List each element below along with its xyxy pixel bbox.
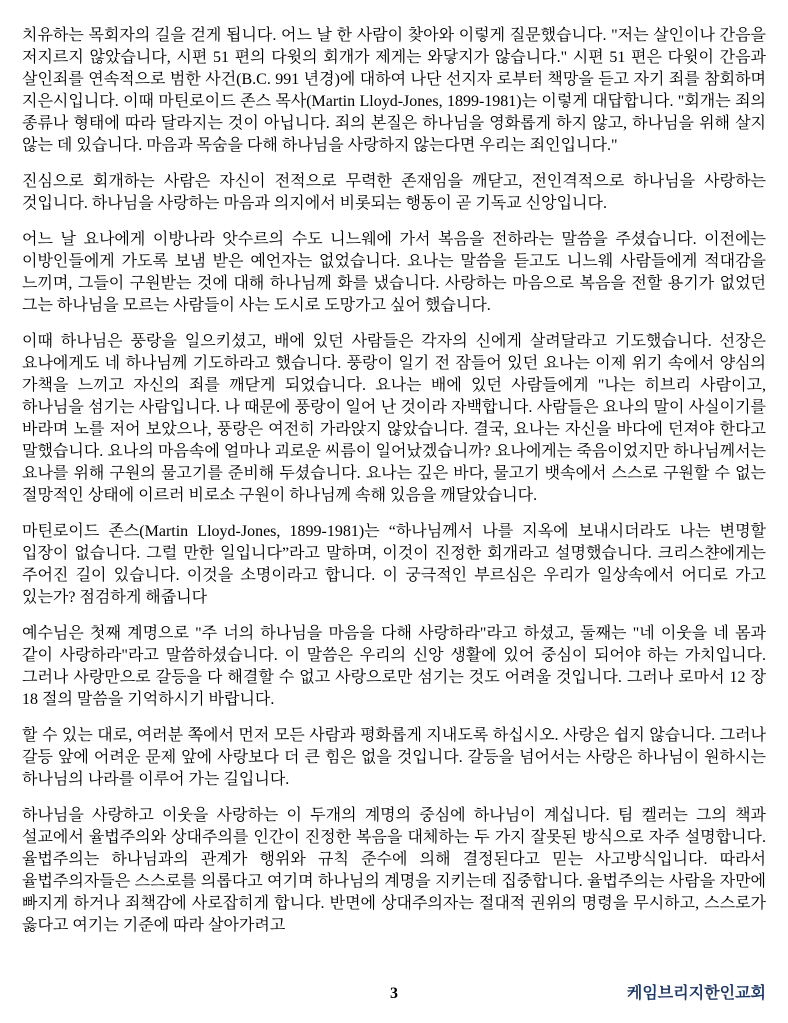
paragraph-2: 진심으로 회개하는 사람은 자신이 전적으로 무력한 존재임을 깨닫고, 전인격적으로 하나님을 사랑하는 것입니다. 하나님을 사랑하는 마음과 의지에서 비롯되는 행동이 곧 기독교 신앙입니다. bbox=[22, 173, 766, 212]
church-name: 케임브리지한인교회 bbox=[626, 985, 766, 1002]
paragraph-1: 치유하는 목회자의 길을 걷게 됩니다. 어느 날 한 사람이 찾아와 이렇게 질문했습니다. "저는 살인이나 간음을 저지르지 않았습니다, 시편 51 편의 다윗의 회개가 제게는 와닿지가 않습니다." 시편 51 편은 다윗이 간음과 살인죄를 연속적으로 범한 사건(B.C. 991 년경)에 대하여 나단 선지자 로부터 책망을 듣고 자기 죄를 참회하며 지은시입니다. 이때 마틴로이드 존스 목사(Martin Lloyd-Jones, 1899-1981)는 이렇게 대답합니다. "회개는 죄의 종류나 형태에 따라 달라지는 것이 아닙니다. 죄의 본질은 하나님을 영화롭게 하지 않고, 하나님을 위해 살지 않는 데 있습니다. 마음과 목숨을 다해 하나님을 사랑하지 않는다면 우리는 죄인입니다." bbox=[22, 27, 766, 154]
page-number: 3 bbox=[390, 985, 398, 1002]
page-footer bbox=[22, 983, 766, 1005]
paragraph-5: 마틴로이드 존스(Martin Lloyd-Jones, 1899-1981)는 “하나님께서 나를 지옥에 보내시더라도 나는 변명할 입장이 없습니다. 그럴 만한 일입니다”라고 말하며, 이것이 진정한 회개라고 설명했습니다. 크리스챤에게는 주어진 길이 있습니다. 이것을 소명이라고 합니다. 이 궁극적인 부르심은 우리가 일상속에서 어디로 가고 있는가? 점검하게 해줍니다 bbox=[22, 523, 766, 606]
paragraph-3: 어느 날 요나에게 이방나라 앗수르의 수도 니느웨에 가서 복음을 전하라는 말씀을 주셨습니다. 이전에는 이방인들에게 가도록 보냄 받은 예언자는 없었습니다. 요나는 말씀을 듣고도 니느웨 사람들에게 적대감을 느끼며, 그들이 구원받는 것에 대해 하나님께 화를 냈습니다. 사랑하는 마음으로 복음을 전할 용기가 없었던 그는 하나님을 모르는 사람들이 사는 도시로 도망가고 싶어 했습니다. bbox=[22, 231, 766, 314]
paragraph-6: 예수님은 첫째 계명으로 "주 너의 하나님을 마음을 다해 사랑하라"라고 하셨고, 둘째는 "네 이웃을 네 몸과 같이 사랑하라"라고 말씀하셨습니다. 이 말씀은 우리의 신앙 생활에 있어 중심이 되어야 하는 가치입니다. 그러나 사랑만으로 갈등을 다 해결할 수 없고 사랑으로만 섬기는 것도 어려울 것입니다. 그러나 로마서 12 장 18 절의 말씀을 기억하시기 바랍니다. bbox=[22, 625, 766, 708]
paragraph-7: 할 수 있는 대로, 여러분 쪽에서 먼저 모든 사람과 평화롭게 지내도록 하십시오. 사랑은 쉽지 않습니다. 그러나 갈등 앞에 어려운 문제 앞에 사랑보다 더 큰 힘은 없을 것입니다. 갈등을 넘어서는 사랑은 하나님이 원하시는 하나님의 나라를 이루어 가는 길입니다. bbox=[22, 727, 766, 788]
paragraph-4: 이때 하나님은 풍랑을 일으키셨고, 배에 있던 사람들은 각자의 신에게 살려달라고 기도했습니다. 선장은 요나에게도 네 하나님께 기도하라고 했습니다. 풍랑이 일기 전 잠들어 있던 요나는 이제 위기 속에서 양심의 가책을 느끼고 자신의 죄를 깨닫게 되었습니다. 요나는 배에 있던 사람들에게 "나는 히브리 사람이고, 하나님을 섬기는 사람입니다. 나 때문에 풍랑이 일어 난 것이라 자백합니다. 사람들은 요나의 말이 사실이기를 바라며 노를 저어 보았으나, 풍랑은 여전히 가라앉지 않았습니다. 결국, 요나는 자신을 바다에 던져야 한다고 말했습니다. 요나의 마음속에 얼마나 괴로운 씨름이 일어났겠습니까? 요나에게는 죽음이었지만 하나님께서는 요나를 위해 구원의 물고기를 준비해 두셨습니다. 요나는 깊은 바다, 물고기 뱃속에서 스스로 구원할 수 없는 절망적인 상태에 이르러 비로소 구원이 하나님께 속해 있음을 깨달았습니다. bbox=[22, 333, 766, 504]
document-body bbox=[22, 25, 766, 937]
paragraph-8: 하나님을 사랑하고 이웃을 사랑하는 이 두개의 계명의 중심에 하나님이 계십니다. 팀 켈러는 그의 책과 설교에서 율법주의와 상대주의를 인간이 진정한 복음을 대체하는 두 가지 잘못된 방식으로 자주 설명합니다. 율법주의는 하나님과의 관계가 행위와 규칙 준수에 의해 결정된다고 믿는 사고방식입니다. 따라서 율법주의자들은 스스로를 의롭다고 여기며 하나님의 계명을 지키는데 집중합니다. 율법주의는 사람을 자만에 빠지게 하거나 죄책감에 사로잡히게 합니다. 반면에 상대주의자는 절대적 권위의 명령을 무시하고, 스스로가 옳다고 여기는 기준에 따라 살아가려고 bbox=[22, 807, 766, 934]
